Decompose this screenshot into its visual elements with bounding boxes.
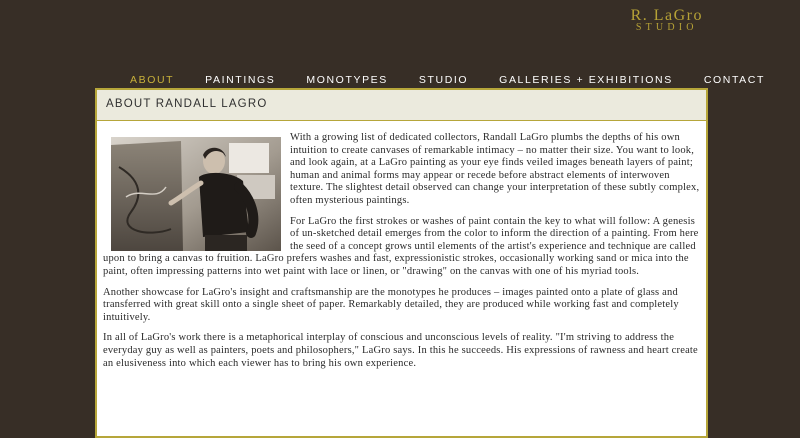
artist-painting-image [111,137,281,251]
nav-item-studio[interactable]: STUDIO [418,74,469,86]
logo-studio: STUDIO [635,22,698,33]
paragraph-2: For LaGro the first strokes or washes of paint contain the key to what will follow: A genesis of un-sketched detail emerges from the color to inform the direction of a painting. From here the seed of a concept grows until elements of the artist's experience and technique are called upon to bring a canvas to fruition. LaGro prefers washes and fast, expressionistic strokes, occasionally working sand or mica into the paint, often impressing patterns into wet paint with lace or linen, or "drawing" on the canvas with one of his myriad tools. [103,215,699,277]
nav-item-paintings[interactable]: PAINTINGS [205,74,276,86]
site-logo[interactable] [631,8,703,33]
page-title: ABOUT RANDALL LAGRO [106,98,268,110]
artist-photo [111,137,281,251]
logo-name: R. LaGro [630,7,703,24]
paragraph-3: Another showcase for LaGro's insight and craftsmanship are the monotypes he produces – images painted onto a plate of glass and transferred with great skill onto a single sheet of paper. Remarkably detailed, they are produced while working fast and completely intuitively. [103,286,679,323]
paragraph-4: In all of LaGro's work there is a metaphorical interplay of conscious and unconscious levels of reality. "I'm striving to address the everyday guy as well as painters, poets and philosophers," LaGro says. In this he succeeds. His expressions of rawness and heart create an elusiveness into which each viewer has to bring his own experience. [103,332,698,369]
nav-item-contact[interactable]: CONTACT [703,74,765,86]
main-nav [130,74,765,86]
paragraph-1: With a growing list of dedicated collectors, Randall LaGro plumbs the depths of his own intuition to create canvases of remarkable intimacy – no matter their size. You want to look, and look again, at a LaGro painting as your eye finds veiled images beneath layers of paint; human and animal forms may appear or recede before abstract elements of interwoven texture. The slightest detail observed can change your interpretation of these subtly complex, often mysterious paintings. [290,132,700,206]
content-panel [95,88,708,438]
nav-item-monotypes[interactable]: MONOTYPES [306,74,388,86]
nav-item-about[interactable]: ABOUT [130,74,175,86]
about-content [103,132,703,378]
nav-item-galleries-exhibitions[interactable]: GALLERIES + EXHIBITIONS [499,74,673,86]
page-header [97,90,706,121]
